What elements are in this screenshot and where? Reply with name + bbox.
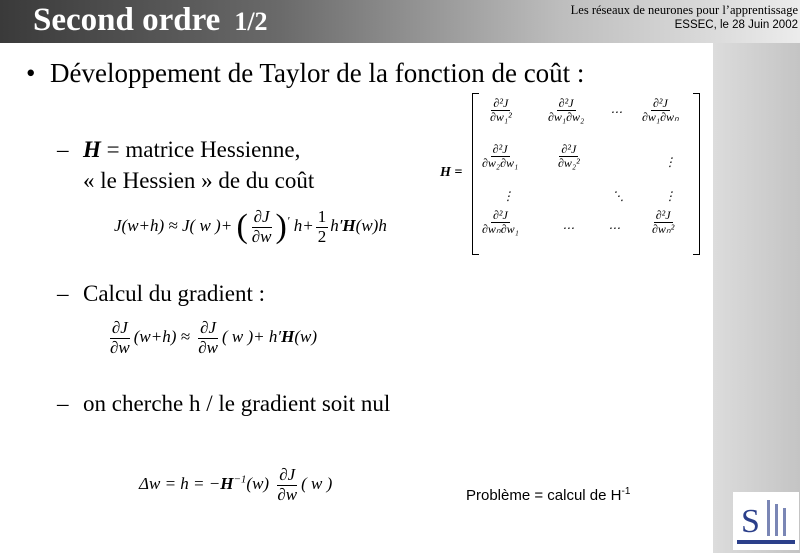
hessian-symbol: H xyxy=(83,137,101,162)
matrix-cell-31: ⋮ xyxy=(502,189,514,203)
svg-text:S: S xyxy=(741,503,760,540)
matrix-cell-44: $\frac{\text{∂²J}}{\text{∂wₙ²}}$ xyxy=(652,208,675,237)
matrix-bracket-right xyxy=(693,93,700,255)
matrix-cell-34: ⋮ xyxy=(664,189,676,203)
sub-bullet-null xyxy=(57,391,391,417)
hessian-text: = matrice Hessienne, xyxy=(100,137,301,162)
matrix-cell-11: $\frac{\text{∂²J}}{\text{∂w₁²}}$ xyxy=(490,96,512,125)
matrix-cell-13: ⋯ xyxy=(610,105,622,119)
title-text: Second ordre xyxy=(33,2,221,38)
gradient-formula: $\frac{\partial J}{\partial w}$ (w+h) ≈ $\frac{\partial J}{\partial w}$ ( w )+ h′H(w) xyxy=(110,318,317,357)
matrix-cell-24: ⋮ xyxy=(664,155,676,169)
side-bar xyxy=(713,43,800,553)
slide-header xyxy=(0,0,800,43)
bullet-dot-icon: • xyxy=(26,58,36,88)
matrix-cell-43: ⋯ xyxy=(608,221,620,235)
null-gradient-text: on cherche h / le gradient soit nul xyxy=(83,391,391,416)
dash-icon: – xyxy=(57,281,69,306)
matrix-cell-33: ⋱ xyxy=(612,189,624,203)
header-info xyxy=(571,3,798,31)
bullet-main-text: Développement de Taylor de la fonction de coût : xyxy=(50,58,585,88)
matrix-cell-42: ⋯ xyxy=(562,221,574,235)
problem-note-text: Problème = calcul de H xyxy=(466,487,622,504)
matrix-cell-12: $\frac{\text{∂²J}}{\text{∂w₁∂w₂}}$ xyxy=(548,96,585,125)
gradient-text: Calcul du gradient : xyxy=(83,281,266,306)
problem-note xyxy=(466,486,630,504)
dash-icon: – xyxy=(57,137,69,162)
newton-formula: $\Delta w = h = -H^{-1}(w)$ $\frac{\partial J}{\partial w}$ ( w ) xyxy=(139,465,333,504)
matrix-label: H = xyxy=(440,165,463,180)
matrix-cell-21: $\frac{\text{∂²J}}{\text{∂w₂∂w₁}}$ xyxy=(482,142,519,171)
slide-title xyxy=(33,2,268,39)
course-date: ESSEC, le 28 Juin 2002 xyxy=(674,19,798,31)
page-number: 1/2 xyxy=(234,7,268,36)
matrix-cell-22: $\frac{\text{∂²J}}{\text{∂w₂²}}$ xyxy=(558,142,580,171)
matrix-cell-41: $\frac{\text{∂²J}}{\text{∂wₙ∂w₁}}$ xyxy=(482,208,519,237)
dash-icon: – xyxy=(57,391,69,416)
problem-note-sup: -1 xyxy=(621,486,631,497)
sub-bullet-gradient xyxy=(57,281,266,307)
taylor-formula: J(w+h) ≈ J( w )+ ( $\frac{\partial J}{\partial w}$ )′ h+ $\frac{1}{2}$ h′H(w)h xyxy=(114,207,387,246)
hessian-matrix xyxy=(440,93,700,255)
matrix-cell-14: $\frac{\text{∂²J}}{\text{∂w₁∂wₙ}}$ xyxy=(642,96,679,125)
sub-bullet-hessian xyxy=(57,137,301,163)
hessian-line2: « le Hessien » de du coût xyxy=(83,168,315,193)
essec-logo-icon xyxy=(733,492,799,550)
course-title: Les réseaux de neurones pour l’apprentissage xyxy=(570,3,798,17)
